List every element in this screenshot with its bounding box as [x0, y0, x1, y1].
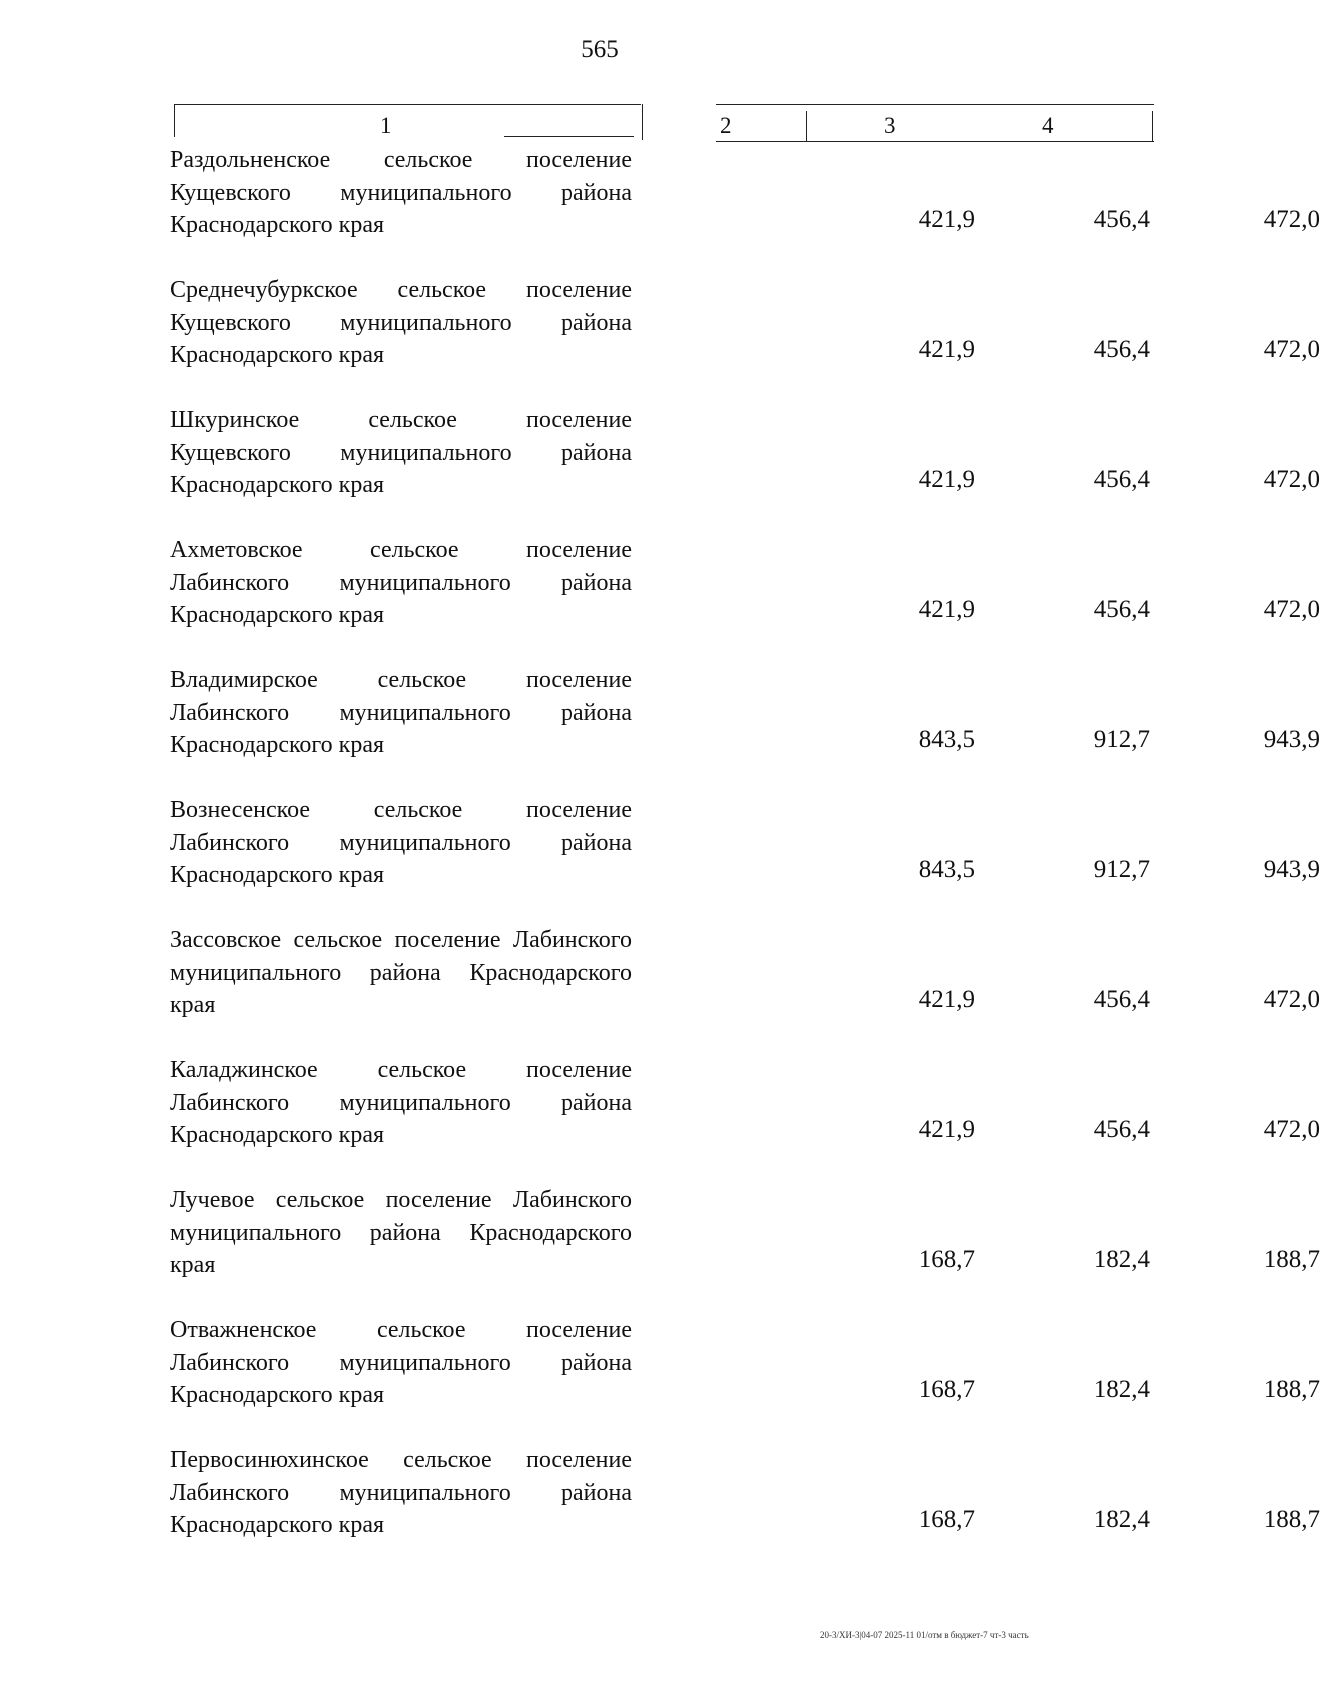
value-col-3: 182,4 [1093, 1376, 1150, 1403]
settlement-name: Шкуринское сельское поселение Кущевского муниципального района Краснодарского края [170, 407, 632, 498]
table-row [170, 1180, 1320, 1310]
value-col-2: 421,9 [918, 596, 975, 623]
value-col-2: 843,5 [918, 856, 975, 883]
table-row [170, 920, 1320, 1050]
value-col-2: 421,9 [918, 466, 975, 493]
header-divider-2 [806, 111, 807, 141]
value-col-3: 456,4 [1093, 466, 1150, 493]
settlement-name: Раздольненское сельское поселение Кущевского муниципального района Краснодарского края [170, 147, 632, 238]
value-col-2: 168,7 [918, 1506, 975, 1533]
table-row [170, 140, 1320, 270]
value-col-3: 456,4 [1093, 206, 1150, 233]
settlement-name: Отважненское сельское поселение Лабинского муниципального района Краснодарского края [170, 1317, 632, 1408]
value-col-2: 168,7 [918, 1246, 975, 1273]
footer-file-path: 20-3/ХИ-3|04-07 2025-11 01/отм в бюджет-7 чт-3 часть [820, 1630, 1029, 1640]
table-row [170, 1440, 1320, 1570]
value-col-3: 456,4 [1093, 336, 1150, 363]
settlement-name: Зассовское сельское поселение Лабинского муниципального района Краснодарского края [170, 927, 632, 1018]
value-col-4: 188,7 [1263, 1246, 1320, 1273]
header-divider [640, 104, 643, 140]
value-col-2: 421,9 [918, 336, 975, 363]
value-col-2: 421,9 [918, 206, 975, 233]
settlement-name: Первосинюхинское сельское поселение Лабинского муниципального района Краснодарского края [170, 1447, 632, 1538]
header-label-3: 3 [884, 113, 896, 138]
value-col-4: 472,0 [1263, 986, 1320, 1013]
header-label-4: 4 [1042, 113, 1054, 138]
value-col-3: 912,7 [1093, 856, 1150, 883]
settlement-name: Владимирское сельское поселение Лабинского муниципального района Краснодарского края [170, 667, 632, 758]
table-row [170, 1310, 1320, 1440]
value-col-2: 168,7 [918, 1376, 975, 1403]
header-divider-4 [1152, 111, 1153, 141]
value-col-4: 472,0 [1263, 466, 1320, 493]
table-row [170, 660, 1320, 790]
header-label-2: 2 [720, 113, 732, 138]
settlement-name: Среднечубуркское сельское поселение Кущевского муниципального района Краснодарского края [170, 277, 632, 368]
header-underline [504, 136, 634, 137]
value-col-3: 182,4 [1093, 1246, 1150, 1273]
page-number: 565 [581, 36, 619, 63]
value-col-3: 182,4 [1093, 1506, 1150, 1533]
table-header [174, 104, 1154, 140]
table-row [170, 400, 1320, 530]
table-row [170, 530, 1320, 660]
value-col-4: 943,9 [1263, 726, 1320, 753]
table-row [170, 790, 1320, 920]
value-col-4: 472,0 [1263, 206, 1320, 233]
value-col-3: 456,4 [1093, 1116, 1150, 1143]
settlement-name: Лучевое сельское поселение Лабинского муниципального района Краснодарского края [170, 1187, 632, 1278]
table-row [170, 270, 1320, 400]
table-body [170, 140, 1320, 1570]
header-cell-1 [174, 104, 641, 137]
value-col-2: 421,9 [918, 1116, 975, 1143]
settlement-name: Каладжинское сельское поселение Лабинского муниципального района Краснодарского края [170, 1057, 632, 1148]
value-col-4: 472,0 [1263, 596, 1320, 623]
value-col-4: 188,7 [1263, 1506, 1320, 1533]
settlement-name: Вознесенское сельское поселение Лабинского муниципального района Краснодарского края [170, 797, 632, 888]
header-label-1: 1 [380, 113, 392, 138]
value-col-4: 472,0 [1263, 336, 1320, 363]
settlement-name: Ахметовское сельское поселение Лабинского муниципального района Краснодарского края [170, 537, 632, 628]
table-row [170, 1050, 1320, 1180]
value-col-3: 456,4 [1093, 986, 1150, 1013]
value-col-3: 912,7 [1093, 726, 1150, 753]
value-col-2: 421,9 [918, 986, 975, 1013]
value-col-4: 188,7 [1263, 1376, 1320, 1403]
value-col-3: 456,4 [1093, 596, 1150, 623]
value-col-4: 472,0 [1263, 1116, 1320, 1143]
value-col-2: 843,5 [918, 726, 975, 753]
header-group-2-4 [716, 104, 1154, 142]
value-col-4: 943,9 [1263, 856, 1320, 883]
